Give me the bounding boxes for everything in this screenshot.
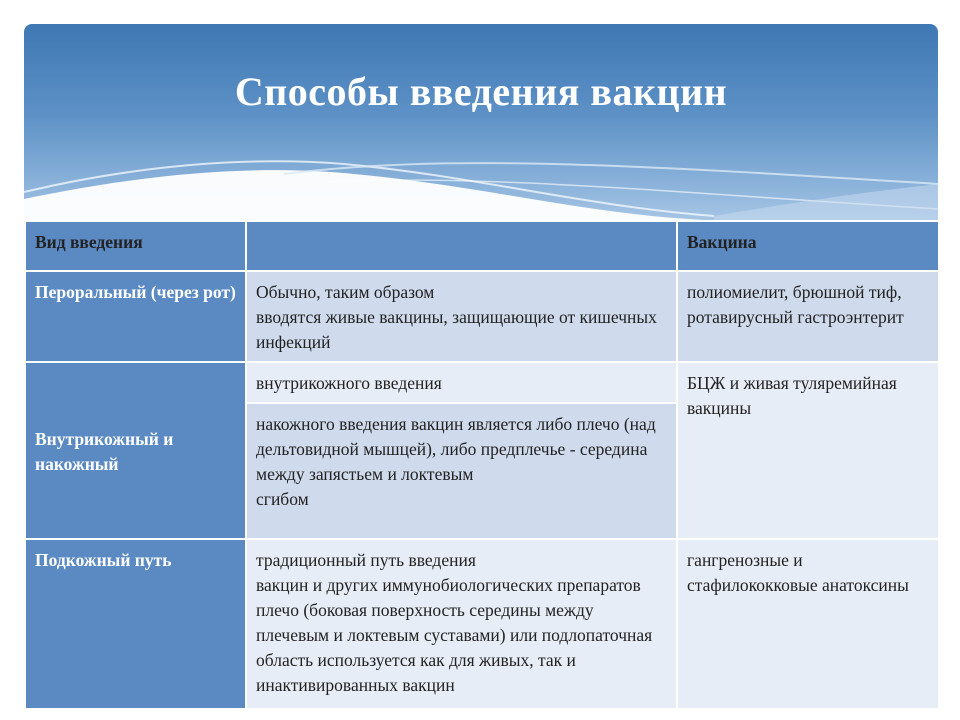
vaccine-cell: БЦЖ и живая туляремийная вакцины xyxy=(677,362,939,539)
slide-title: Способы введения вакцин xyxy=(234,69,728,114)
description-cell: традиционный путь введения вакцин и других иммунобиологических препаратов плечо (боковая поверхность середины между плечевым и локтевым суставами) или подлопаточная область используется как для живых, так и инактивированных вакцин xyxy=(246,539,677,709)
description-cell: внутрикожного введения xyxy=(246,362,677,403)
route-cell: Подкожный путь xyxy=(25,539,246,709)
title-banner xyxy=(24,24,938,224)
route-cell: Пероральный (через рот) xyxy=(25,271,246,362)
description-cell: накожного введения вакцин является либо плечо (над дельтовидной мышцей), либо предплечье - середина между запястьем и локтевым сгибом xyxy=(246,403,677,539)
description-cell: Обычно, таким образом вводятся живые вакцины, защищающие от кишечных инфекций xyxy=(246,271,677,362)
table-row xyxy=(25,539,939,709)
vaccine-cell: полиомиелит, брюшной тиф, ротавирусный гастроэнтерит xyxy=(677,271,939,362)
vaccine-cell: гангренозные и стафилококковые анатоксины xyxy=(677,539,939,709)
header-vaccine: Вакцина xyxy=(677,221,939,271)
header-route: Вид введения xyxy=(25,221,246,271)
table-row xyxy=(25,362,939,403)
vaccine-routes-table xyxy=(24,220,940,710)
table-header-row xyxy=(25,221,939,271)
header-description xyxy=(246,221,677,271)
route-cell: Внутрикожный и накожный xyxy=(25,362,246,539)
table-row xyxy=(25,271,939,362)
wave-decoration xyxy=(24,24,938,224)
